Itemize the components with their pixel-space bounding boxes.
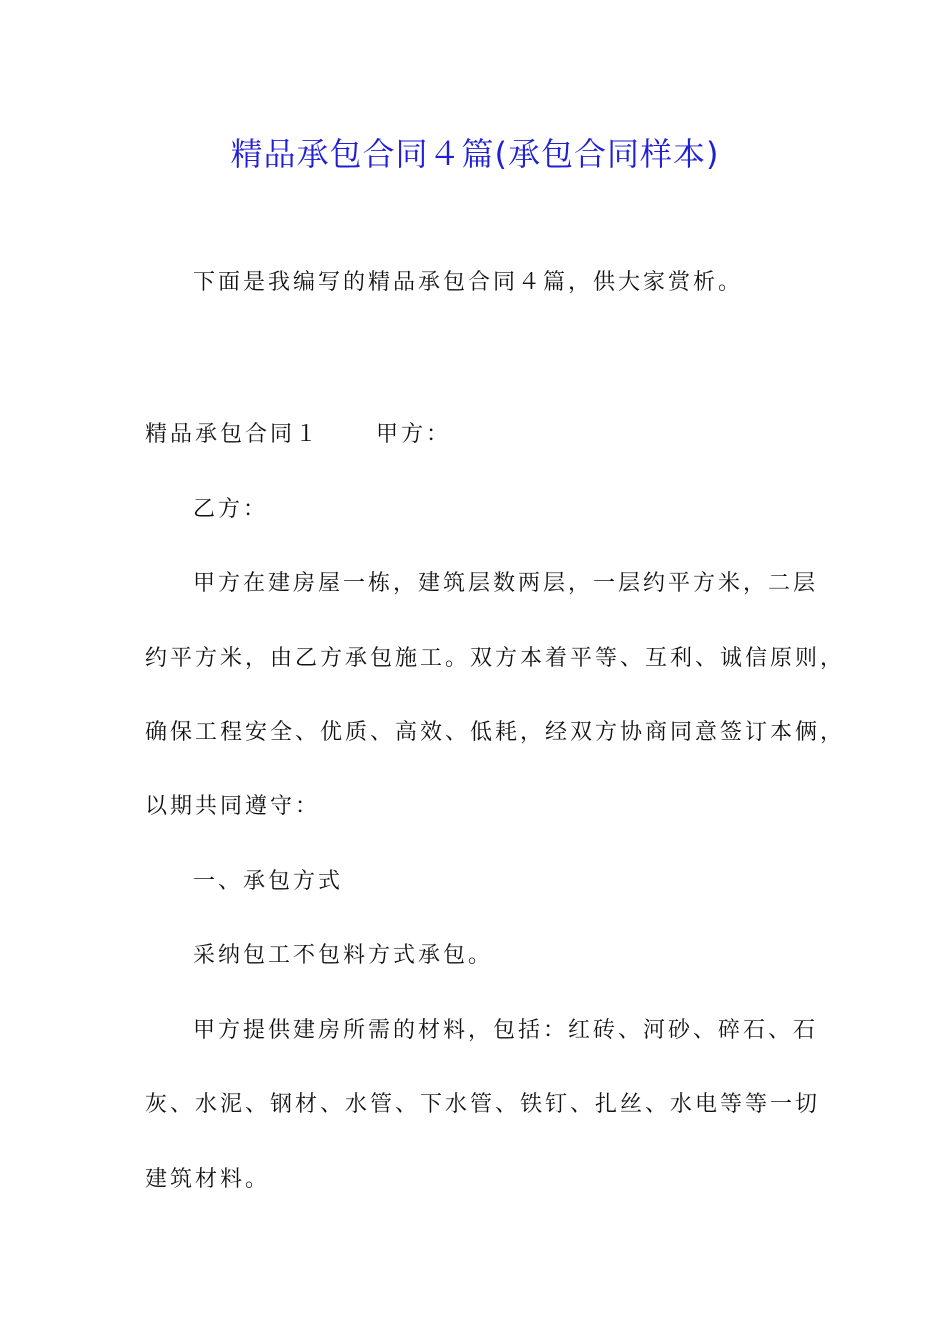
paragraph-line: 确保工程安全、优质、高效、低耗，经双方协商同意签订本俩， [145,720,846,745]
intro-paragraph: 下面是我编写的精品承包合同４篇，供大家赏析。 [193,270,744,295]
paragraph-line: 约平方米，由乙方承包施工。双方本着平等、互利、诚信原则， [145,646,846,671]
document-title: 精品承包合同４篇(承包合同样本) [230,135,720,173]
party-a-label: 甲方： [376,422,452,447]
paragraph-line: 甲方在建房屋一栋，建筑层数两层，一层约平方米，二层 [193,571,819,596]
paragraph-line: 建筑材料。 [145,1167,271,1192]
paragraph-line: 以期共同遵守： [145,794,321,819]
section-text: 采纳包工不包料方式承包。 [193,943,494,968]
paragraph-line: 灰、水泥、钢材、水管、下水管、铁钉、扎丝、水电等等一切 [145,1092,821,1117]
paragraph-line: 甲方提供建房所需的材料，包括：红砖、河砂、碎石、石 [193,1018,819,1043]
contract-heading: 精品承包合同１ [145,422,321,447]
contract-heading-line [145,420,451,450]
section-heading: 一、承包方式 [193,869,344,894]
party-b-label: 乙方： [193,497,269,522]
